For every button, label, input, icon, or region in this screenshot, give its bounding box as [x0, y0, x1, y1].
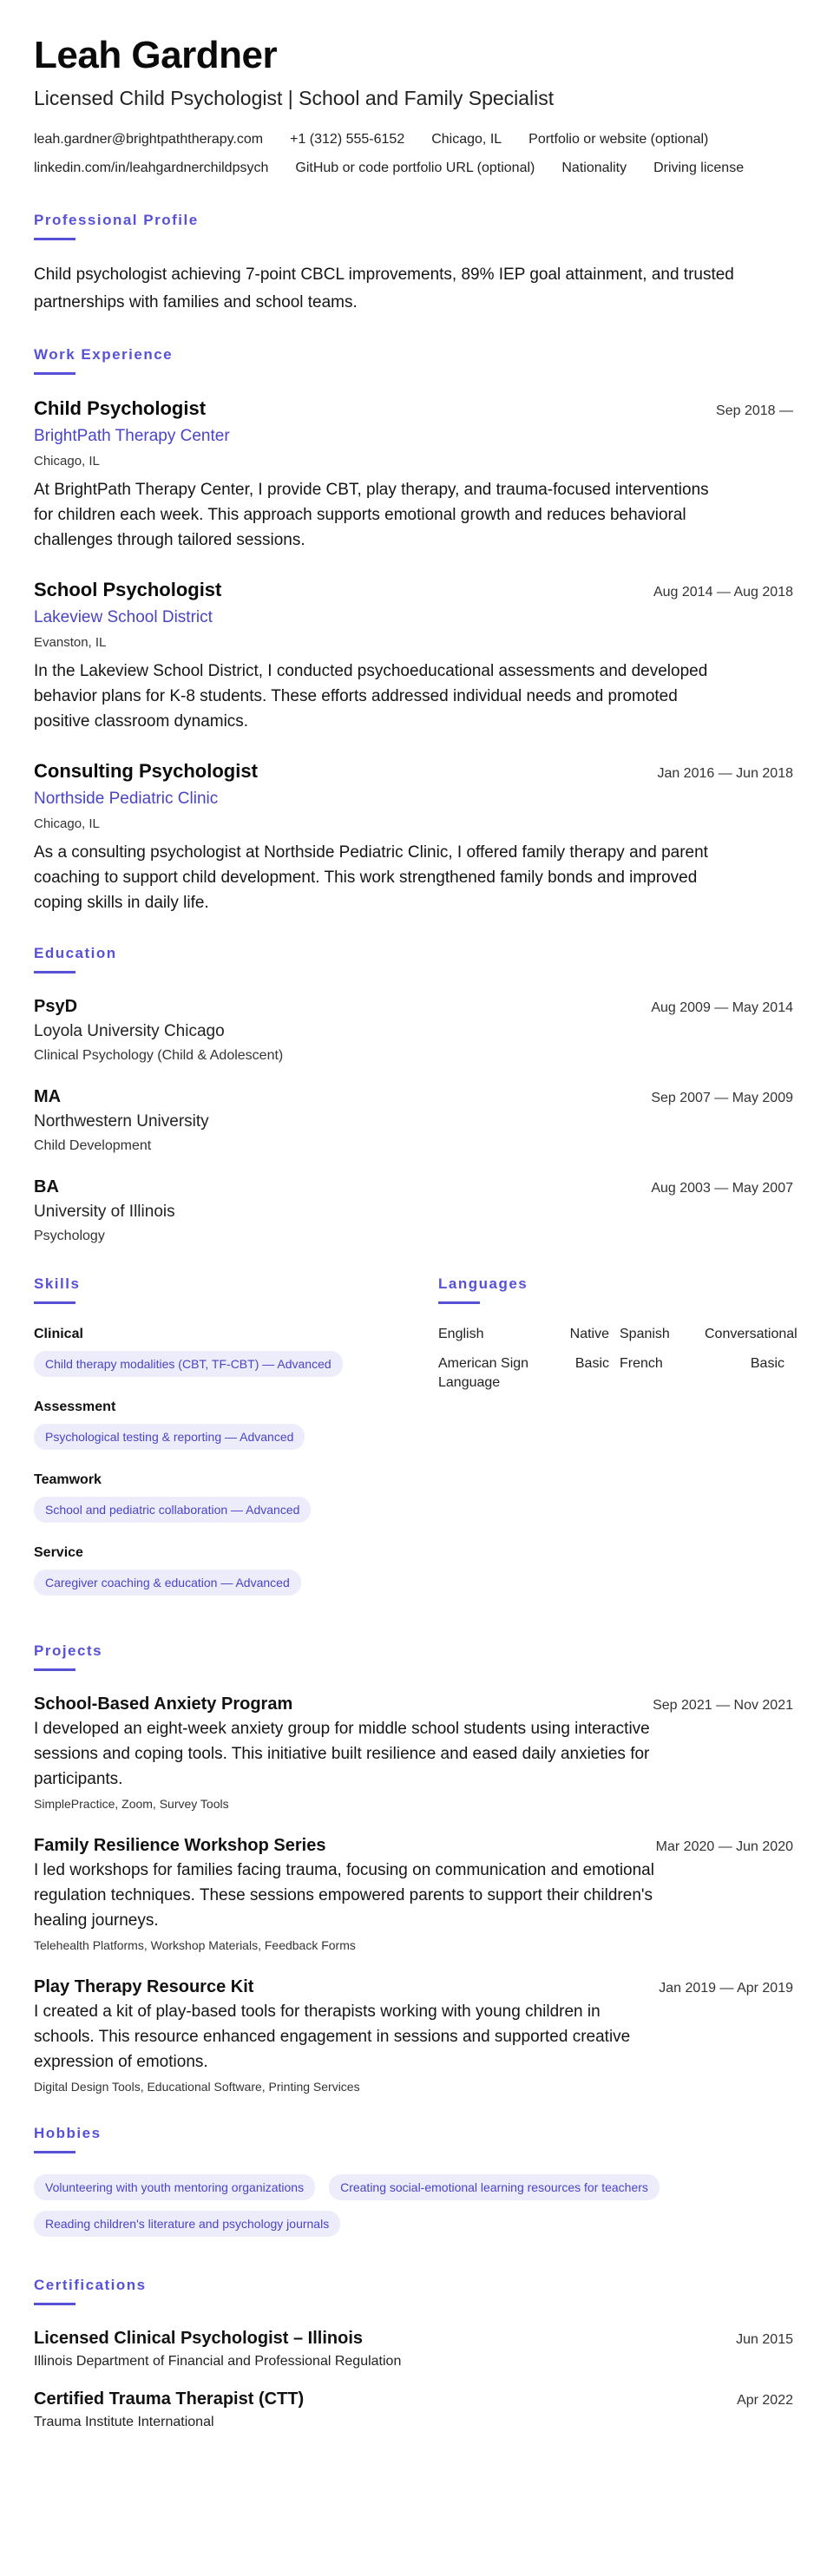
job-location: Chicago, IL: [34, 816, 100, 831]
education-field: Psychology: [34, 1229, 105, 1243]
job-title: Child Psychologist: [34, 397, 207, 419]
certification-date: Apr 2022: [737, 2393, 793, 2408]
section-divider: [34, 238, 75, 240]
language-list: [438, 1325, 797, 1393]
certifications-section: [34, 2277, 793, 2432]
skill-group: [34, 1471, 438, 1540]
skill-category: Service: [34, 1545, 83, 1560]
section-divider: [34, 1668, 75, 1671]
job-dates: Jan 2016 — Jun 2018: [657, 766, 793, 781]
certification-entry: [34, 2387, 793, 2432]
project-tools: Digital Design Tools, Educational Software, Printing Services: [34, 2080, 360, 2094]
section-divider: [34, 2303, 75, 2305]
section-divider: [34, 2151, 75, 2153]
section-divider: [438, 1301, 480, 1304]
hobby-chip: Creating social-emotional learning resources for teachers: [329, 2174, 660, 2200]
language-level: Basic: [574, 1356, 609, 1371]
section-divider: [34, 372, 75, 375]
candidate-title: Licensed Child Psychologist | School and Family Specialist: [34, 87, 555, 109]
project-entry: [34, 1975, 793, 2095]
contact-nationality: Nationality: [561, 161, 627, 175]
education-school: University of Illinois: [34, 1203, 175, 1221]
hobbies-section: [34, 2125, 793, 2247]
education-section: [34, 945, 793, 1246]
hobby-chip: Reading children's literature and psychology journals: [34, 2211, 340, 2237]
project-title: Family Resilience Workshop Series: [34, 1836, 326, 1855]
contact-linkedin[interactable]: linkedin.com/in/leahgardnerchildpsych: [34, 161, 269, 175]
job-company: BrightPath Therapy Center: [34, 427, 230, 445]
job-title: School Psychologist: [34, 579, 222, 600]
education-degree: PsyD: [34, 997, 78, 1016]
section-divider: [34, 1301, 75, 1304]
project-dates: Jan 2019 — Apr 2019: [659, 1981, 793, 1996]
project-entry: [34, 1692, 793, 1812]
projects-section: [34, 1642, 793, 2095]
languages-section: [438, 1275, 797, 1613]
education-school: Northwestern University: [34, 1112, 209, 1131]
skill-category: Assessment: [34, 1399, 116, 1414]
job-entry: [34, 396, 793, 553]
job-location: Evanston, IL: [34, 635, 107, 650]
certification-issuer: Illinois Department of Financial and Professional Regulation: [34, 2354, 402, 2369]
project-title: School-Based Anxiety Program: [34, 1694, 293, 1714]
education-entry: [34, 994, 793, 1065]
project-tools: Telehealth Platforms, Workshop Materials, Feedback Forms: [34, 1938, 356, 1952]
section-heading: Certifications: [34, 2277, 147, 2293]
skill-chip: Caregiver coaching & education — Advanced: [34, 1570, 301, 1596]
education-degree: MA: [34, 1087, 62, 1106]
resume-header: [34, 33, 793, 182]
contact-driving-license: Driving license: [653, 161, 745, 175]
language-name: Spanish: [620, 1327, 670, 1341]
education-dates: Aug 2009 — May 2014: [651, 1000, 793, 1015]
contact-portfolio[interactable]: Portfolio or website (optional): [528, 132, 709, 147]
project-dates: Mar 2020 — Jun 2020: [655, 1839, 793, 1854]
job-company: Lakeview School District: [34, 608, 213, 626]
project-dates: Sep 2021 — Nov 2021: [653, 1698, 793, 1713]
skill-chip: School and pediatric collaboration — Advanced: [34, 1497, 311, 1523]
language-name: American Sign Language: [438, 1356, 529, 1390]
education-degree: BA: [34, 1177, 59, 1196]
skill-category: Clinical: [34, 1327, 83, 1341]
job-dates: Sep 2018 —: [716, 403, 793, 418]
contact-location: Chicago, IL: [431, 132, 502, 147]
section-heading: Education: [34, 945, 117, 961]
job-dates: Aug 2014 — Aug 2018: [653, 585, 793, 600]
skill-chip: Child therapy modalities (CBT, TF-CBT) — Advanced: [34, 1351, 343, 1377]
certification-title: Licensed Clinical Psychologist – Illinois: [34, 2329, 363, 2348]
certification-issuer: Trauma Institute International: [34, 2415, 214, 2429]
section-divider: [34, 971, 75, 973]
profile-summary: Child psychologist achieving 7-point CBCL improvements, 89% IEP goal attainment, and trusted partnerships with families and school teams.: [34, 265, 734, 311]
education-field: Clinical Psychology (Child & Adolescent): [34, 1048, 284, 1063]
job-description: As a consulting psychologist at Northside Pediatric Clinic, I offered family therapy and parent coaching to support child development. This work strengthened family bonds and improved coping skills in daily life.: [34, 843, 708, 912]
section-heading: Work Experience: [34, 346, 174, 363]
section-heading: Projects: [34, 1642, 103, 1659]
hobby-list: [34, 2174, 793, 2247]
language-name: French: [620, 1356, 663, 1371]
project-description: I developed an eight-week anxiety group for middle school students using interactive sessions and coping tools. This initiative built resilience and eased daily anxieties for participants.: [34, 1720, 650, 1788]
project-description: I created a kit of play-based tools for therapists working with young children in schools. This resource enhanced engagement in sessions and supported creative expression of emotions.: [34, 2002, 631, 2071]
certification-entry: [34, 2326, 793, 2371]
education-field: Child Development: [34, 1138, 152, 1153]
education-entry: [34, 1175, 793, 1246]
contact-email[interactable]: leah.gardner@brightpaththerapy.com: [34, 132, 264, 147]
job-entry: [34, 577, 793, 734]
skill-group: [34, 1325, 438, 1394]
language-level: Basic: [750, 1356, 784, 1371]
education-dates: Sep 2007 — May 2009: [651, 1091, 793, 1105]
contact-github[interactable]: GitHub or code portfolio URL (optional): [295, 161, 535, 175]
project-entry: [34, 1833, 793, 1954]
section-heading: Skills: [34, 1275, 81, 1292]
language-name: English: [438, 1327, 484, 1341]
job-entry: [34, 758, 793, 915]
skills-languages-row: [34, 1275, 797, 1613]
section-heading: Professional Profile: [34, 212, 199, 228]
certification-date: Jun 2015: [736, 2332, 793, 2347]
skill-group: [34, 1398, 438, 1467]
language-level: Native: [569, 1327, 609, 1341]
project-description: I led workshops for families facing trauma, focusing on communication and emotional regulation techniques. These sessions empowered parents to support their children's healing journeys.: [34, 1861, 654, 1930]
job-company: Northside Pediatric Clinic: [34, 790, 219, 808]
job-description: At BrightPath Therapy Center, I provide CBT, play therapy, and trauma-focused interventions for children each week. This approach supports emotional growth and reduces behavioral challenges through tailored sessions.: [34, 481, 709, 549]
project-tools: SimplePractice, Zoom, Survey Tools: [34, 1797, 229, 1811]
profile-section: [34, 212, 793, 317]
language-level: Conversational: [705, 1327, 797, 1341]
candidate-name: Leah Gardner: [34, 34, 278, 76]
hobby-chip: Volunteering with youth mentoring organizations: [34, 2174, 315, 2200]
skills-section: [34, 1275, 438, 1613]
section-heading: Hobbies: [34, 2125, 102, 2141]
skill-group: [34, 1544, 438, 1613]
skill-category: Teamwork: [34, 1472, 102, 1487]
project-title: Play Therapy Resource Kit: [34, 1977, 254, 1996]
education-entry: [34, 1085, 793, 1156]
contact-phone[interactable]: +1 (312) 555-6152: [290, 132, 405, 147]
education-school: Loyola University Chicago: [34, 1022, 225, 1040]
contact-list: [34, 125, 793, 182]
job-title: Consulting Psychologist: [34, 760, 258, 782]
experience-section: [34, 346, 793, 915]
certification-title: Certified Trauma Therapist (CTT): [34, 2389, 305, 2409]
skill-chip: Psychological testing & reporting — Advanced: [34, 1424, 305, 1450]
section-heading: Languages: [438, 1275, 528, 1292]
job-location: Chicago, IL: [34, 454, 100, 469]
education-dates: Aug 2003 — May 2007: [651, 1181, 793, 1196]
job-description: In the Lakeview School District, I conducted psychoeducational assessments and developed behavior plans for K-8 students. These efforts addressed individual needs and promoted positive classroom dynamics.: [34, 662, 708, 731]
